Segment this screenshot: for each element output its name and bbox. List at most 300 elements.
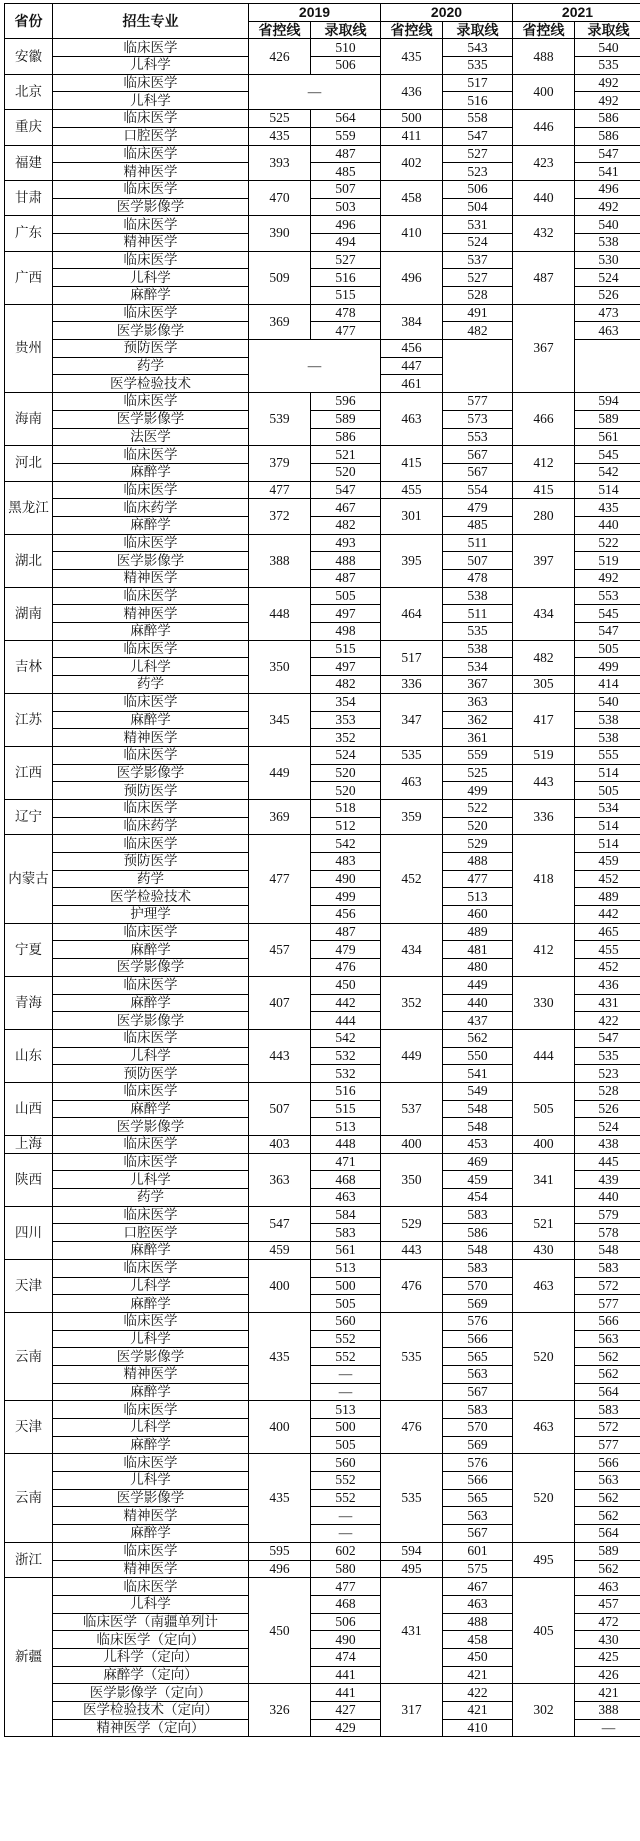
table-row — [5, 216, 640, 234]
admission-line-2021-cell: 528 — [575, 1082, 640, 1100]
admission-line-2019-cell: 524 — [311, 746, 381, 764]
admission-line-2021-cell: 492 — [575, 92, 640, 110]
admission-line-2020-cell: 520 — [443, 817, 513, 835]
admission-line-2021-cell: 414 — [575, 676, 640, 694]
major-cell: 麻醉学 — [53, 287, 249, 305]
control-line-2021-cell: 434 — [513, 587, 575, 640]
admission-line-2020-cell: 525 — [443, 764, 513, 782]
admission-line-2019-cell: 427 — [311, 1702, 381, 1720]
admission-line-2020-cell: 576 — [443, 1454, 513, 1472]
admission-line-2021-cell: 577 — [575, 1436, 640, 1454]
admission-line-2019-cell: 353 — [311, 711, 381, 729]
admission-line-2021-cell: 421 — [575, 1684, 640, 1702]
major-cell: 临床医学 — [53, 446, 249, 464]
major-cell: 医学检验技术 — [53, 888, 249, 906]
major-cell: 儿科学 — [53, 1047, 249, 1065]
admission-line-2021-cell: 439 — [575, 1171, 640, 1189]
table-row — [5, 764, 640, 782]
admission-line-2020-cell: 459 — [443, 1171, 513, 1189]
major-cell: 儿科学 — [53, 1595, 249, 1613]
admission-line-2020-cell: 488 — [443, 853, 513, 871]
major-cell: 临床医学 — [53, 393, 249, 411]
control-line-2021-cell: 482 — [513, 640, 575, 675]
control-line-2021-cell: 520 — [513, 1454, 575, 1542]
admission-line-2021-cell: 445 — [575, 1153, 640, 1171]
admission-line-2019-cell: 507 — [311, 180, 381, 198]
admission-line-2019-cell: 506 — [311, 1613, 381, 1631]
admission-line-2019-cell: 497 — [311, 658, 381, 676]
admission-line-2019-cell: 560 — [311, 1312, 381, 1330]
admission-line-2019-cell: 488 — [311, 552, 381, 570]
admission-line-2020-cell: 517 — [443, 74, 513, 92]
control-line-2020-cell: 458 — [381, 180, 443, 215]
table-row — [5, 393, 640, 411]
admission-line-2019-cell: 493 — [311, 534, 381, 552]
admission-line-2020-cell: 543 — [443, 39, 513, 57]
admission-line-2020-cell: 478 — [443, 570, 513, 588]
admission-line-2019-cell: 503 — [311, 198, 381, 216]
control-line-2020-cell: 464 — [381, 587, 443, 640]
table-row — [5, 1153, 640, 1171]
table-row — [5, 1312, 640, 1330]
control-line-2019-cell: 539 — [249, 393, 311, 446]
admission-line-2019-cell: 490 — [311, 1631, 381, 1649]
table-row — [5, 1242, 640, 1260]
admission-line-2021-cell: 586 — [575, 110, 640, 128]
admission-line-2020-cell: 558 — [443, 110, 513, 128]
major-cell: 儿科学 — [53, 57, 249, 75]
table-row — [5, 1259, 640, 1277]
admission-line-2020-cell: 467 — [443, 1578, 513, 1596]
admission-line-2019-cell: 429 — [311, 1719, 381, 1737]
admission-line-2020-cell: 538 — [443, 640, 513, 658]
control-line-2019-cell: 457 — [249, 923, 311, 976]
admission-line-2021-cell: 430 — [575, 1631, 640, 1649]
admission-line-2020-cell: 367 — [443, 676, 513, 694]
major-cell: 临床医学 — [53, 216, 249, 234]
admission-line-2019-cell: 586 — [311, 428, 381, 446]
admission-line-2021-cell: 459 — [575, 853, 640, 871]
admission-line-2020-cell: 549 — [443, 1082, 513, 1100]
admission-line-2021-cell: — — [575, 1719, 640, 1737]
major-cell: 儿科学 — [53, 1330, 249, 1348]
admission-line-2020-cell: 485 — [443, 516, 513, 534]
control-line-2019-cell: 407 — [249, 976, 311, 1029]
admission-line-2019-cell: 352 — [311, 729, 381, 747]
control-line-2021-cell: 432 — [513, 216, 575, 251]
admission-line-2020-cell: 534 — [443, 658, 513, 676]
year-header-2021: 2021 — [513, 4, 640, 22]
major-cell: 医学影像学 — [53, 1489, 249, 1507]
major-cell: 麻醉学 — [53, 711, 249, 729]
table-row — [5, 693, 640, 711]
control-line-2021-cell: 519 — [513, 746, 575, 764]
major-cell: 临床医学 — [53, 74, 249, 92]
control-line-2020-cell: 384 — [381, 304, 443, 339]
admission-line-2019-cell: 527 — [311, 251, 381, 269]
control-line-2020-cell: 500 — [381, 110, 443, 128]
admission-line-2020-cell: 421 — [443, 1666, 513, 1684]
control-line-2020-cell: 411 — [381, 127, 443, 145]
control-line-2019-cell: 326 — [249, 1684, 311, 1737]
admission-line-2020-cell: 458 — [443, 1631, 513, 1649]
control-line-2021-cell: 444 — [513, 1029, 575, 1082]
admission-line-2019-cell: 441 — [311, 1666, 381, 1684]
admission-line-2019-cell: 476 — [311, 959, 381, 977]
admission-line-2019-cell: 482 — [311, 676, 381, 694]
control-line-header: 省控线 — [513, 21, 575, 39]
province-cell: 黑龙江 — [5, 481, 53, 534]
province-cell: 内蒙古 — [5, 835, 53, 923]
admission-line-2020-cell: 504 — [443, 198, 513, 216]
control-line-2021-cell: 341 — [513, 1153, 575, 1206]
major-cell: 护理学 — [53, 906, 249, 924]
admission-line-2021-cell: 492 — [575, 198, 640, 216]
admission-line-2020-cell: 601 — [443, 1542, 513, 1560]
control-line-2019-cell: 350 — [249, 640, 311, 693]
admission-line-2021-cell: 547 — [575, 623, 640, 641]
control-line-2020-cell: 535 — [381, 1312, 443, 1400]
major-cell: 医学影像学 — [53, 198, 249, 216]
table-row — [5, 640, 640, 658]
admission-line-2019-cell: 497 — [311, 605, 381, 623]
merged-2019-cell: — — [249, 340, 381, 393]
control-line-2020-cell: 476 — [381, 1401, 443, 1454]
control-line-2020-cell: 529 — [381, 1206, 443, 1241]
admission-line-2021-cell: 524 — [575, 269, 640, 287]
admission-line-2020-cell: 573 — [443, 410, 513, 428]
admission-line-2020-cell: 489 — [443, 923, 513, 941]
admission-line-2019-cell: 513 — [311, 1401, 381, 1419]
control-line-2021-cell: 495 — [513, 1542, 575, 1577]
admission-line-2020-cell: 361 — [443, 729, 513, 747]
province-cell: 宁夏 — [5, 923, 53, 976]
major-cell: 临床医学 — [53, 145, 249, 163]
admission-line-2020-cell: 528 — [443, 287, 513, 305]
table-row — [5, 1082, 640, 1100]
admission-line-2020-cell: 511 — [443, 534, 513, 552]
admission-line-2019-cell: 602 — [311, 1542, 381, 1560]
admission-line-2021-cell: 577 — [575, 1295, 640, 1313]
control-line-2021-cell: 488 — [513, 39, 575, 74]
province-cell: 新疆 — [5, 1578, 53, 1737]
admission-line-2021-cell: 492 — [575, 74, 640, 92]
admission-line-2020-cell: 583 — [443, 1259, 513, 1277]
control-line-2020-cell: 435 — [381, 39, 443, 74]
admission-line-2019-cell: 564 — [311, 110, 381, 128]
province-cell: 贵州 — [5, 304, 53, 392]
major-cell: 麻醉学 — [53, 1436, 249, 1454]
control-line-2021-cell: 305 — [513, 676, 575, 694]
control-line-2020-cell: 535 — [381, 746, 443, 764]
major-cell: 预防医学 — [53, 853, 249, 871]
major-cell: 麻醉学 — [53, 1383, 249, 1401]
control-line-2021-cell: 302 — [513, 1684, 575, 1737]
province-cell: 山东 — [5, 1029, 53, 1082]
admission-line-2020-cell: 563 — [443, 1365, 513, 1383]
admission-line-2020-cell: 586 — [443, 1224, 513, 1242]
major-cell: 预防医学 — [53, 782, 249, 800]
admission-line-2021-cell: 589 — [575, 1542, 640, 1560]
admission-line-2020-cell: 516 — [443, 92, 513, 110]
admission-line-2020-cell: 440 — [443, 994, 513, 1012]
admission-line-2021-cell: 425 — [575, 1648, 640, 1666]
admission-line-2019-cell: 552 — [311, 1330, 381, 1348]
admission-line-2021-cell: 435 — [575, 499, 640, 517]
admission-line-2019-cell: 515 — [311, 640, 381, 658]
major-cell: 精神医学 — [53, 1507, 249, 1525]
major-cell: 医学影像学 — [53, 410, 249, 428]
major-cell: 临床医学 — [53, 110, 249, 128]
admission-line-2019-cell: 479 — [311, 941, 381, 959]
admission-line-2020-cell: 477 — [443, 870, 513, 888]
admission-line-2019-cell: 468 — [311, 1595, 381, 1613]
admission-line-2019-cell: 516 — [311, 269, 381, 287]
admission-line-2019-cell: 513 — [311, 1118, 381, 1136]
major-cell: 精神医学 — [53, 233, 249, 251]
table-row — [5, 976, 640, 994]
admission-line-header: 录取线 — [311, 21, 381, 39]
control-line-2019-cell: 507 — [249, 1082, 311, 1135]
control-line-2020-cell: 410 — [381, 216, 443, 251]
major-cell: 临床医学 — [53, 799, 249, 817]
admission-line-2019-cell: — — [311, 1507, 381, 1525]
admission-line-2019-cell: 552 — [311, 1472, 381, 1490]
admission-line-header: 录取线 — [575, 21, 640, 39]
admission-line-2021-cell: 496 — [575, 180, 640, 198]
admission-line-2020-cell: 535 — [443, 57, 513, 75]
admission-line-2019-cell: 487 — [311, 145, 381, 163]
major-cell: 精神医学 — [53, 570, 249, 588]
major-cell: 临床医学（定向） — [53, 1631, 249, 1649]
admission-line-2019-cell: 505 — [311, 1295, 381, 1313]
admission-line-2019-cell: 505 — [311, 1436, 381, 1454]
admission-line-2020-cell: 507 — [443, 552, 513, 570]
major-cell: 临床医学 — [53, 251, 249, 269]
control-line-2019-cell: 443 — [249, 1029, 311, 1082]
control-line-2021-cell: 463 — [513, 1259, 575, 1312]
control-line-2021-cell: 336 — [513, 799, 575, 834]
major-cell: 医学影像学 — [53, 959, 249, 977]
control-line-2019-cell: 547 — [249, 1206, 311, 1241]
admission-line-2021-cell: 514 — [575, 817, 640, 835]
admission-line-2020-cell: 449 — [443, 976, 513, 994]
admission-line-2020-cell: 463 — [443, 1595, 513, 1613]
admission-line-2020-cell: 524 — [443, 233, 513, 251]
admission-line-2020-cell: 554 — [443, 481, 513, 499]
year-header-2020: 2020 — [381, 4, 513, 22]
control-line-2021-cell: 367 — [513, 304, 575, 392]
control-line-2021-cell: 400 — [513, 1136, 575, 1154]
province-cell: 浙江 — [5, 1542, 53, 1577]
province-cell: 安徽 — [5, 39, 53, 74]
admission-line-2021-cell: 583 — [575, 1401, 640, 1419]
admission-line-2021-cell: 514 — [575, 764, 640, 782]
table-row — [5, 587, 640, 605]
major-cell: 临床医学 — [53, 1312, 249, 1330]
admission-line-2019-cell: 450 — [311, 976, 381, 994]
table-row — [5, 74, 640, 92]
admission-line-2019-cell: 482 — [311, 516, 381, 534]
admission-line-2021-cell: 562 — [575, 1489, 640, 1507]
table-row — [5, 39, 640, 57]
admission-line-2019-cell: 583 — [311, 1224, 381, 1242]
control-line-2020-cell: 434 — [381, 923, 443, 976]
admission-line-2021-cell: 505 — [575, 782, 640, 800]
control-line-2019-cell: 390 — [249, 216, 311, 251]
control-line-2020-cell: 495 — [381, 1560, 443, 1578]
control-line-2021-cell: 280 — [513, 499, 575, 534]
control-line-2019-cell: 393 — [249, 145, 311, 180]
major-header: 招生专业 — [53, 4, 249, 39]
control-line-2019-cell: 345 — [249, 693, 311, 746]
admission-line-2021-cell: 562 — [575, 1348, 640, 1366]
major-cell: 药学 — [53, 357, 249, 375]
admission-line-2021-cell: 538 — [575, 711, 640, 729]
control-line-2020-cell: 452 — [381, 835, 443, 923]
control-line-2020-cell: 400 — [381, 1136, 443, 1154]
control-line-2020-cell: 496 — [381, 251, 443, 304]
admission-line-2019-cell: 456 — [311, 906, 381, 924]
merged-2019-cell: — — [249, 74, 381, 109]
major-cell: 儿科学 — [53, 1171, 249, 1189]
admission-line-2021-cell: 463 — [575, 1578, 640, 1596]
control-line-2020-cell: 455 — [381, 481, 443, 499]
admission-line-2019-cell: 515 — [311, 1100, 381, 1118]
control-line-2019-cell: 449 — [249, 746, 311, 799]
major-cell: 麻醉学 — [53, 1100, 249, 1118]
admission-line-2020-cell: 481 — [443, 941, 513, 959]
admission-line-2021-cell: 555 — [575, 746, 640, 764]
province-cell: 北京 — [5, 74, 53, 109]
admission-line-2020-cell: 575 — [443, 1560, 513, 1578]
major-cell: 临床医学 — [53, 976, 249, 994]
admission-line-2020-cell: 527 — [443, 145, 513, 163]
control-line-2021-cell: 423 — [513, 145, 575, 180]
admission-line-2019-cell: 518 — [311, 799, 381, 817]
admission-scores-table — [4, 3, 640, 1737]
admission-line-2021-cell: 473 — [575, 304, 640, 322]
admission-line-2021-cell: 547 — [575, 1029, 640, 1047]
admission-line-2019-cell: 490 — [311, 870, 381, 888]
province-cell: 陕西 — [5, 1153, 53, 1206]
admission-line-2021-cell: 455 — [575, 941, 640, 959]
control-line-2021-cell: 466 — [513, 393, 575, 446]
admission-line-2021-cell: 472 — [575, 1613, 640, 1631]
control-line-2019-cell: 400 — [249, 1401, 311, 1454]
control-line-2019-cell: 379 — [249, 446, 311, 481]
admission-line-2019-cell: 478 — [311, 304, 381, 322]
table-row — [5, 1542, 640, 1560]
province-cell: 江苏 — [5, 693, 53, 746]
province-cell: 湖南 — [5, 587, 53, 640]
major-cell: 临床医学 — [53, 1029, 249, 1047]
major-cell: 临床药学 — [53, 817, 249, 835]
admission-line-2019-cell: 561 — [311, 1242, 381, 1260]
province-cell: 天津 — [5, 1259, 53, 1312]
admission-line-2020-cell: 454 — [443, 1189, 513, 1207]
control-line-2019-cell: 388 — [249, 534, 311, 587]
admission-line-2021-cell: 514 — [575, 835, 640, 853]
major-cell: 临床药学 — [53, 499, 249, 517]
control-line-2020-cell: 431 — [381, 1578, 443, 1684]
admission-line-2019-cell: 596 — [311, 393, 381, 411]
province-cell: 河北 — [5, 446, 53, 481]
province-cell: 广西 — [5, 251, 53, 304]
table-row — [5, 481, 640, 499]
admission-line-2019-cell: — — [311, 1383, 381, 1401]
major-cell: 药学 — [53, 1189, 249, 1207]
admission-line-2019-cell: 532 — [311, 1065, 381, 1083]
admission-line-2019-cell: 512 — [311, 817, 381, 835]
table-row — [5, 1684, 640, 1702]
major-cell: 口腔医学 — [53, 1224, 249, 1242]
admission-line-2019-cell: 505 — [311, 587, 381, 605]
major-cell: 麻醉学（定向） — [53, 1666, 249, 1684]
control-line-2020-cell: 352 — [381, 976, 443, 1029]
admission-line-2019-cell: 547 — [311, 481, 381, 499]
major-cell: 临床医学 — [53, 39, 249, 57]
table-row — [5, 1136, 640, 1154]
admission-line-2021-cell: 578 — [575, 1224, 640, 1242]
admission-line-2021-cell: 562 — [575, 1560, 640, 1578]
control-line-2019-cell: 372 — [249, 499, 311, 534]
admission-line-2020-cell: 566 — [443, 1472, 513, 1490]
admission-line-2020-cell: 583 — [443, 1401, 513, 1419]
admission-line-2019-cell: 520 — [311, 782, 381, 800]
major-cell: 法医学 — [53, 428, 249, 446]
admission-line-2019-cell: 471 — [311, 1153, 381, 1171]
control-line-2021-cell: 405 — [513, 1578, 575, 1684]
control-line-2020-cell: 317 — [381, 1684, 443, 1737]
province-cell: 天津 — [5, 1401, 53, 1454]
control-line-header: 省控线 — [249, 21, 311, 39]
control-line-2021-cell: 330 — [513, 976, 575, 1029]
admission-line-2021-cell: 422 — [575, 1012, 640, 1030]
table-row — [5, 676, 640, 694]
major-cell: 临床医学（南疆单列计 — [53, 1613, 249, 1631]
major-cell: 医学影像学 — [53, 322, 249, 340]
admission-line-2019-cell: 584 — [311, 1206, 381, 1224]
control-line-2019-cell: 400 — [249, 1259, 311, 1312]
control-line-2019-cell: 509 — [249, 251, 311, 304]
admission-line-2020-cell: 480 — [443, 959, 513, 977]
control-line-2020-cell: 436 — [381, 74, 443, 109]
admission-line-2021-cell: 542 — [575, 463, 640, 481]
admission-line-2020-cell: 511 — [443, 605, 513, 623]
major-cell: 临床医学 — [53, 835, 249, 853]
admission-line-2020-cell: 482 — [443, 322, 513, 340]
control-line-2020-cell: 517 — [381, 640, 443, 675]
admission-line-2019-cell: 498 — [311, 623, 381, 641]
admission-line-2020-cell: 567 — [443, 463, 513, 481]
major-cell: 临床医学 — [53, 1082, 249, 1100]
admission-line-2019-cell: 500 — [311, 1419, 381, 1437]
table-row — [5, 499, 640, 517]
admission-line-2020-cell: 563 — [443, 1507, 513, 1525]
major-cell: 医学检验技术（定向） — [53, 1702, 249, 1720]
major-cell: 儿科学 — [53, 92, 249, 110]
province-cell: 云南 — [5, 1454, 53, 1542]
admission-line-2021-cell: 583 — [575, 1259, 640, 1277]
major-cell: 临床医学 — [53, 746, 249, 764]
admission-line-2020-cell: 548 — [443, 1118, 513, 1136]
admission-line-2020-cell: 523 — [443, 163, 513, 181]
admission-line-2019-cell: 532 — [311, 1047, 381, 1065]
control-line-2021-cell: 443 — [513, 764, 575, 799]
major-cell: 精神医学 — [53, 1365, 249, 1383]
admission-line-2021-cell: 594 — [575, 393, 640, 411]
